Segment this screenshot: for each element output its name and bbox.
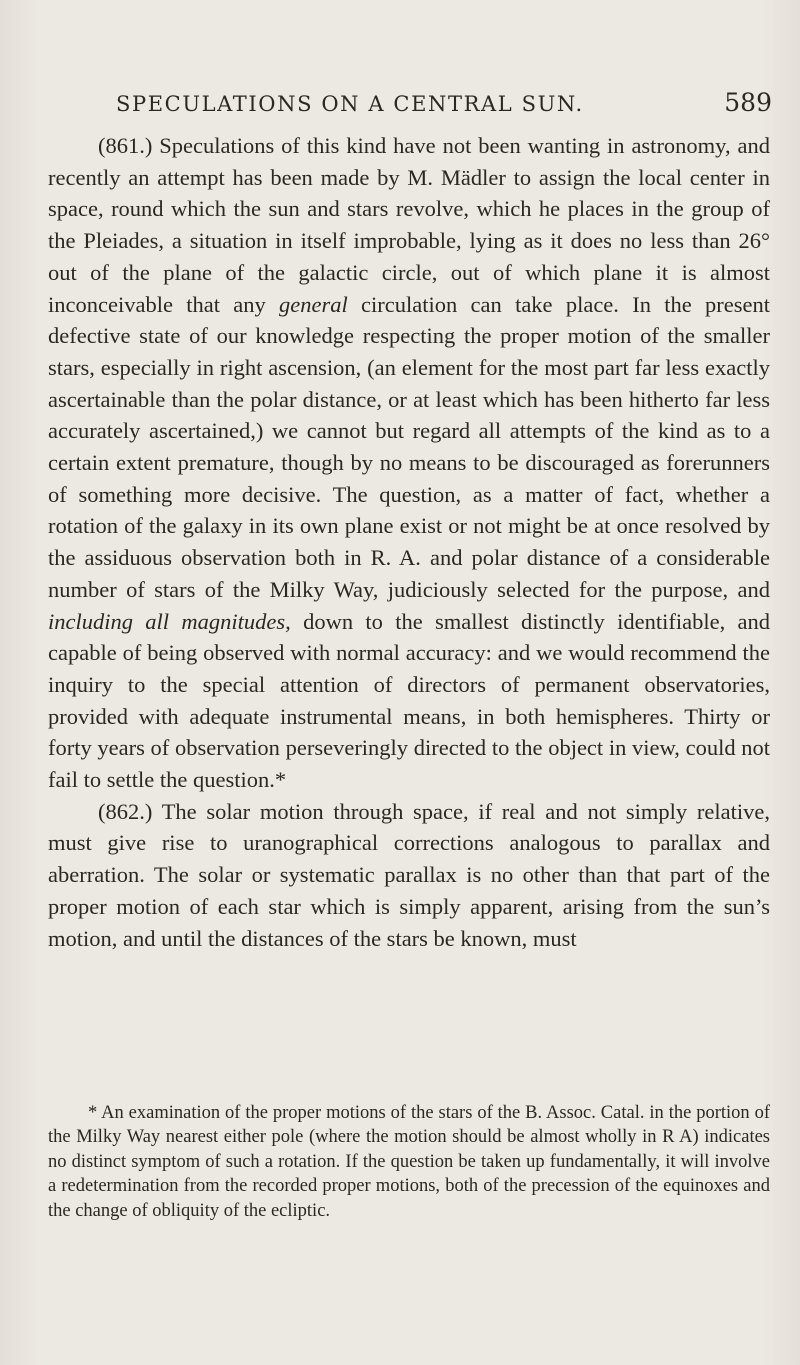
page-header bbox=[116, 88, 772, 126]
running-head: SPECULATIONS ON A CENTRAL SUN. bbox=[116, 92, 584, 116]
paragraph-861 bbox=[48, 130, 770, 796]
footnote: * An examination of the proper motions of the stars of the B. Assoc. Catal. in the portion of the Milky Way nearest either pole (where the motion should be almost wholly in R A) indicates no distinct symptom of such a rotation. If the question be taken up fundamentally, it will involve a redetermination from the recorded proper motions, both of the precession of the equinoxes and the change of obliquity of the ecliptic. bbox=[48, 1102, 770, 1221]
paragraph-text: Speculations of this kind have not been wanting in astronomy, and recently an attempt has been made by M. Mädler to assign the local center in space, round which the sun and stars revolve, which he places in the group of the Pleiades, a situation in itself improbable, lying as it does no less than 26° out of the plane of the galactic circle, out of which plane it is almost inconceivable that any bbox=[48, 133, 770, 317]
paragraph-862 bbox=[48, 796, 770, 955]
page-number: 589 bbox=[724, 88, 772, 117]
paragraph-text: down to the smallest distinctly identifiable, and capable of being observed with normal accuracy: and we would recommend the inquiry to the special attention of directors of permanent observatories, provided with adequate instrumental means, in both hemispheres. Thirty or forty years of observation perseveringly directed to the object in view, could not fail to settle the question.* bbox=[48, 608, 770, 793]
body-text bbox=[48, 130, 770, 954]
paragraph-number: (862.) bbox=[98, 798, 153, 824]
paragraph-text: circulation can take place. In the present defective state of our knowledge respecting the proper motion of the smaller stars, especially in right ascension, (an element for the most part far less exactly ascertainable than the polar distance, or at least which has been hitherto far less accurately ascertained,) we cannot but regard all attempts of the kind as to a certain extent premature, though by no means to be discouraged as forerunners of something more decisive. The question, as a matter of fact, whether a rotation of the galaxy in its own plane exist or not might be at once resolved by the assiduous observation both in R. A. and polar distance of a considerable number of stars of the Milky Way, judiciously selected for the purpose, and bbox=[48, 291, 770, 602]
paragraph-number: (861.) bbox=[98, 133, 153, 158]
italic-phrase: general bbox=[279, 291, 348, 317]
paragraph-text: The solar motion through space, if real and not simply relative, must give rise to uranographical corrections analogous to parallax and aberration. The solar or systematic parallax is no other than that part of the proper motion of each star which is simply apparent, arising from the sun’s motion, and until the distances of the stars be known, must bbox=[48, 798, 770, 951]
italic-phrase: including all magnitudes, bbox=[48, 608, 291, 634]
